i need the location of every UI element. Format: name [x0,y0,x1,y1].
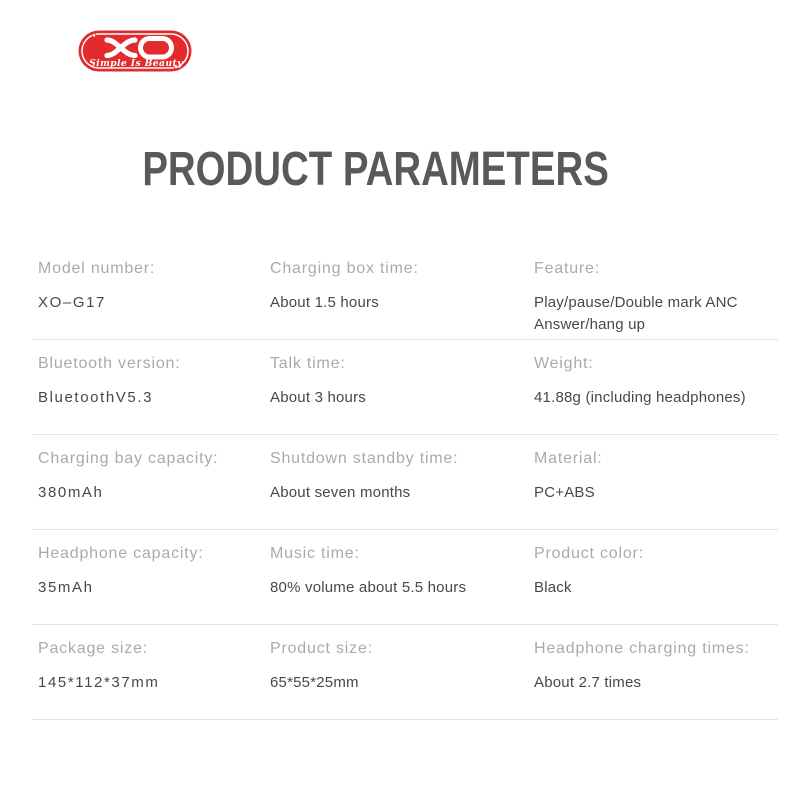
spec-label: Package size: [38,640,149,657]
spec-value: PC+ABS [534,484,595,501]
spec-cell-bluetooth-version [38,353,270,434]
spec-value: About seven months [270,484,411,501]
spec-label: Product size: [270,640,373,657]
spec-label: Charging box time: [270,260,419,277]
spec-cell-headphone-charging-times [534,638,778,719]
logo-tagline: Simple Is Beauty [89,58,183,69]
spec-label: Weight: [534,355,594,372]
spec-value: About 3 hours [270,389,366,406]
spec-cell-charging-box-time [270,258,534,339]
spec-value: About 2.7 times [534,674,642,691]
spec-label: Bluetooth version: [38,355,181,372]
spec-row-2 [32,340,778,435]
spec-value: 380mAh [38,484,104,501]
spec-row-5 [32,625,778,720]
page-title-wrap [0,143,800,196]
spec-value: 41.88g (including headphones) [534,389,746,406]
spec-row-3 [32,435,778,530]
spec-label: Product color: [534,545,644,562]
spec-value: About 1.5 hours [270,294,379,311]
spec-cell-model-number [38,258,270,339]
spec-value: Black [534,579,572,596]
spec-label: Talk time: [270,355,346,372]
spec-value: 35mAh [38,579,94,596]
spec-value: 80% volume about 5.5 hours [270,579,467,596]
spec-table [32,245,778,720]
spec-value: Play/pause/Double mark ANC Answer/hang up [534,294,738,333]
spec-cell-material [534,448,778,529]
spec-label: Material: [534,450,603,467]
spec-cell-product-color [534,543,778,624]
spec-label: Headphone charging times: [534,640,750,657]
spec-cell-talk-time [270,353,534,434]
spec-value: 65*55*25mm [270,674,359,691]
spec-value: 145*112*37mm [38,674,160,691]
spec-cell-charging-bay-capacity [38,448,270,529]
logo-dot-top-left [92,33,96,37]
spec-label: Feature: [534,260,600,277]
spec-cell-feature [534,258,778,339]
spec-label: Music time: [270,545,360,562]
spec-cell-headphone-capacity [38,543,270,624]
spec-label: Charging bay capacity: [38,450,219,467]
spec-row-4 [32,530,778,625]
spec-label: Model number: [38,260,156,277]
spec-value: BluetoothV5.3 [38,389,154,406]
spec-label: Shutdown standby time: [270,450,459,467]
spec-cell-shutdown-standby-time [270,448,534,529]
spec-label: Headphone capacity: [38,545,204,562]
spec-cell-music-time [270,543,534,624]
spec-row-1 [32,245,778,340]
spec-value: XO–G17 [38,294,106,311]
xo-brand-logo [78,30,192,72]
spec-cell-product-size [270,638,534,719]
spec-cell-package-size [38,638,270,719]
spec-cell-weight [534,353,778,434]
page-title: PRODUCT PARAMETERS [142,143,610,196]
